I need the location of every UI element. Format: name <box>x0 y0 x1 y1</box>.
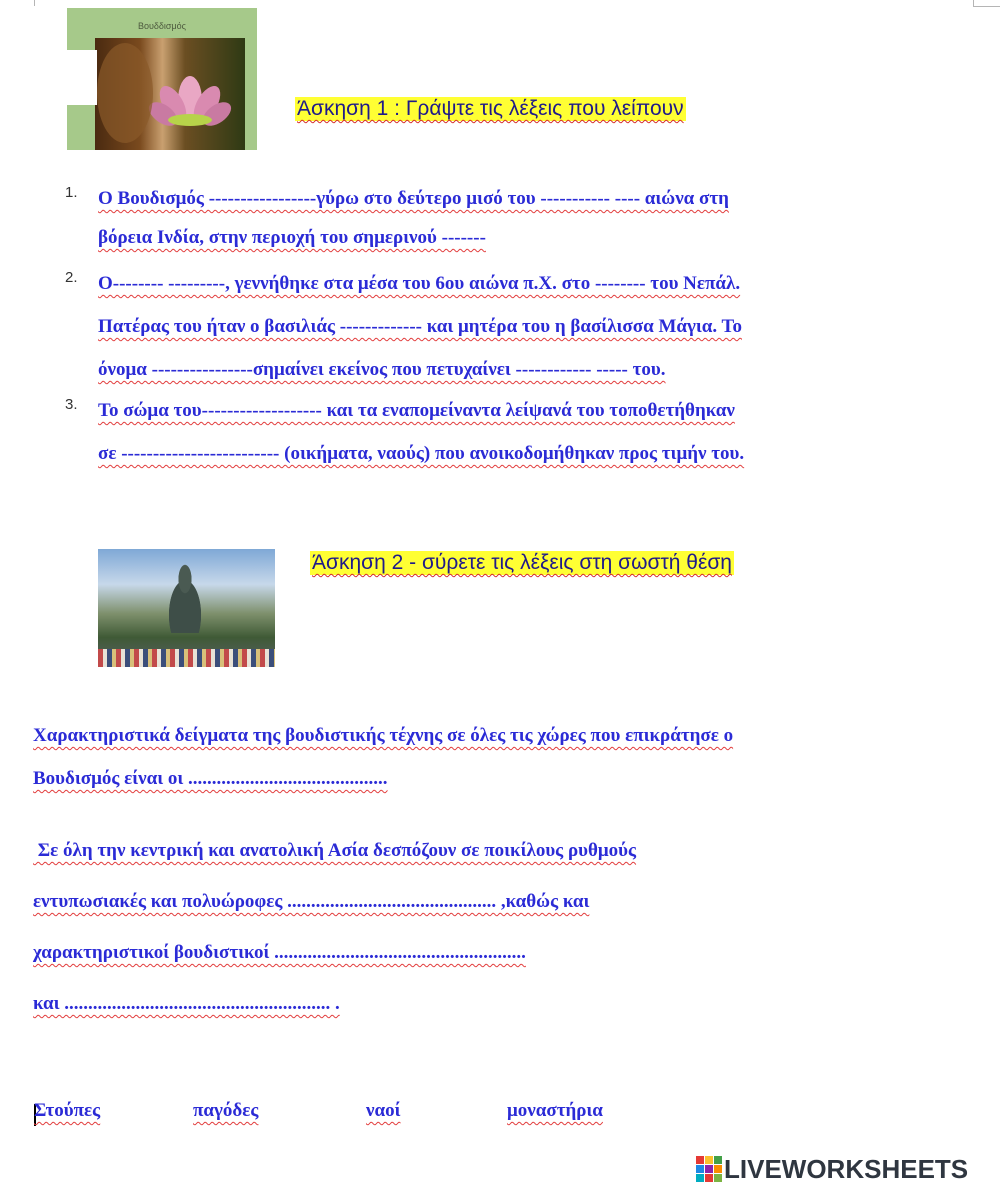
exercise-1-title: Άσκηση 1 : Γράψτε τις λέξεις που λείπουν <box>297 97 684 120</box>
paragraph-2 <box>33 826 978 1030</box>
exercise-2-title: Άσκηση 2 - σύρετε τις λέξεις στη σωστή θέση <box>312 551 732 574</box>
logo-square <box>696 1165 704 1173</box>
word-bank-monastiria[interactable]: μοναστήρια <box>507 1100 603 1121</box>
brand-wordmark: LIVEWORKSHEETS <box>724 1153 969 1184</box>
buddha-statue-icon <box>160 561 210 633</box>
item-line: Το σώμα του------------------- και τα εναπομείναντα λείψανά του τοποθετήθηκαν <box>98 400 735 421</box>
logo-square <box>705 1174 713 1182</box>
lotus-flower-icon <box>95 38 245 150</box>
item-line: Ο-------- ---------, γεννήθηκε στα μέσα του 6ου αιώνα π.Χ. στο -------- του Νεπάλ. <box>98 273 741 294</box>
paragraph-line[interactable]: Βουδισμός είναι οι .......................................... <box>33 768 388 789</box>
item-line: βόρεια Ινδία, στην περιοχή του σημερινού ------- <box>98 227 486 248</box>
liveworksheets-logo-icon <box>696 1156 722 1182</box>
logo-square <box>714 1174 722 1182</box>
great-buddha-statue-image <box>98 549 275 667</box>
exercise-1-item <box>62 174 974 264</box>
item-line: σε ------------------------- (οικήματα, ναούς) που ανοικοδομήθηκαν προς τιμήν του. <box>98 443 745 464</box>
logo-square <box>705 1165 713 1173</box>
word-bank-pagodes[interactable]: παγόδες <box>193 1100 259 1121</box>
paragraph-line[interactable]: και ........................................................ . <box>33 993 340 1014</box>
buddha-lotus-photo <box>95 38 245 150</box>
logo-square <box>705 1156 713 1164</box>
item-line: Ο Βουδισμός -----------------γύρω στο δεύτερο μισό του ----------- ---- αιώνα στη <box>98 188 729 209</box>
item-number: 1. <box>65 184 78 201</box>
liveworksheets-brand[interactable] <box>696 1154 968 1184</box>
item-number: 3. <box>65 396 78 413</box>
paragraph-line[interactable]: χαρακτηριστικοί βουδιστικοί ..................................................... <box>33 942 526 963</box>
logo-square <box>696 1174 704 1182</box>
paragraph-line: Σε όλη την κεντρική και ανατολική Ασία δεσπόζουν σε ποικίλους ρυθμούς <box>33 840 637 861</box>
paragraph-line[interactable]: εντυπωσιακές και πολυώροφες ............................................ ,καθώς και <box>33 891 590 912</box>
paragraph-line: Χαρακτηριστικά δείγματα της βουδιστικής τέχνης σε όλες τις χώρες που επικράτησε ο <box>33 725 734 746</box>
exercise-1-item <box>62 386 974 480</box>
logo-square <box>714 1165 722 1173</box>
logo-square <box>714 1156 722 1164</box>
paragraph-1 <box>33 715 978 801</box>
logo-square <box>696 1156 704 1164</box>
exercise-1-item <box>62 259 974 396</box>
page-corner-mark-left <box>34 0 35 6</box>
buddha-lotus-image <box>67 8 257 150</box>
item-line: όνομα ----------------σημαίνει εκείνος που πετυχαίνει ------------ ----- του. <box>98 359 666 380</box>
page-corner-mark-right-horizontal <box>973 6 1000 7</box>
item-number: 2. <box>65 269 78 286</box>
item-line: Πατέρας του ήταν ο βασιλιάς ------------- και μητέρα του η βασίλισσα Μάγια. Το <box>98 316 742 337</box>
word-bank-naoi[interactable]: ναοί <box>366 1100 401 1121</box>
exercise-1-list <box>62 174 974 480</box>
word-bank-stoupes[interactable]: Στούπες <box>34 1100 101 1121</box>
image-caption: Βουδδισμός <box>137 21 187 31</box>
